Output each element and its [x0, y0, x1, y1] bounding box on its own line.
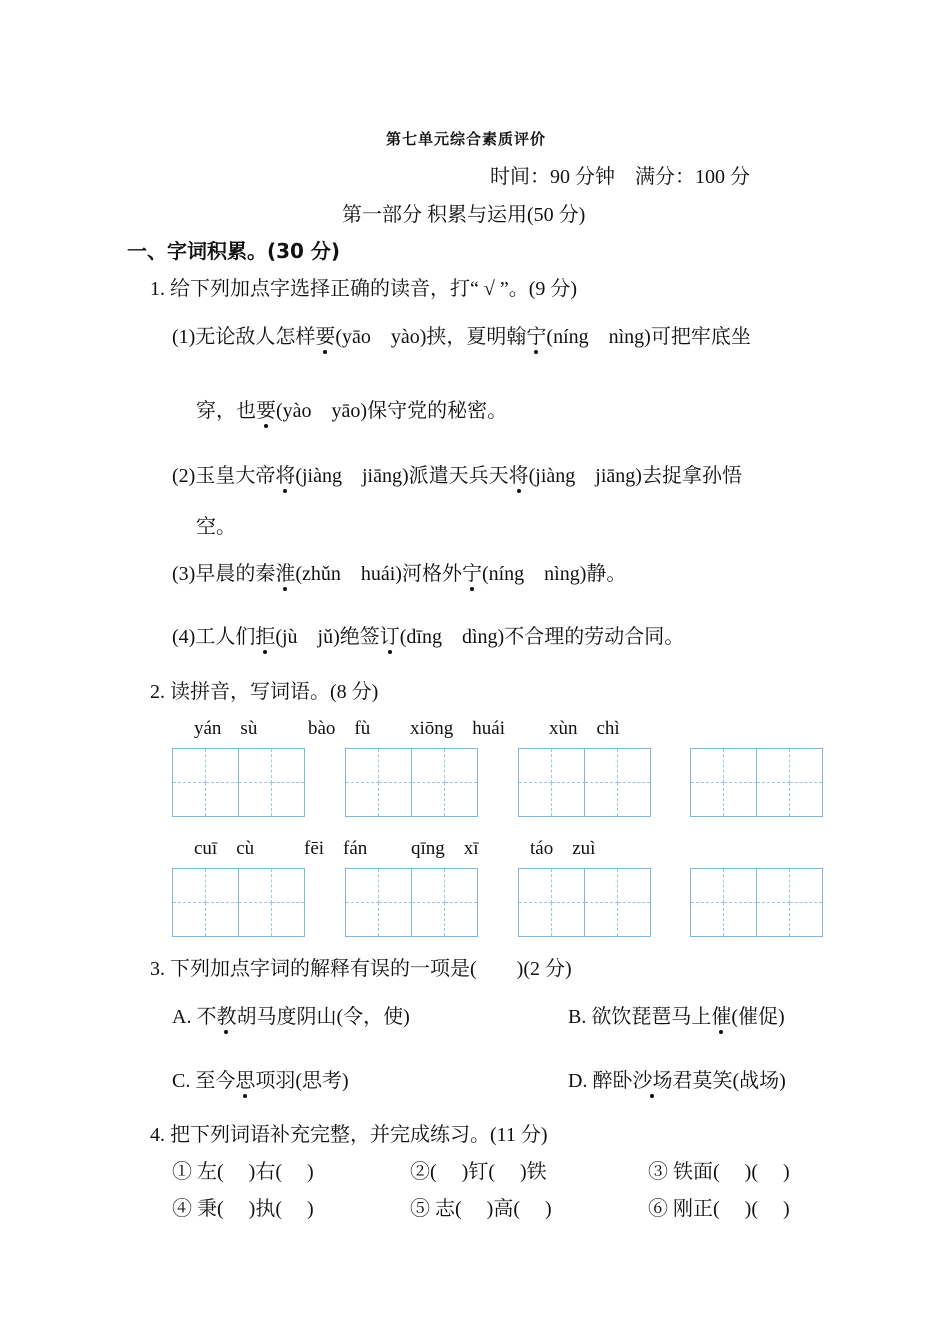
q3-option-c[interactable]: [172, 1064, 349, 1093]
pinyin-8: táo zuì: [530, 838, 596, 859]
text: (níng nìng)可把牢底坐: [546, 326, 751, 348]
q4-item-6: ⑥ 刚正( )( ): [648, 1198, 790, 1220]
writing-grid[interactable]: [345, 748, 478, 817]
q1-sentence-1-line-1: [172, 320, 751, 349]
dotted-char: 思: [235, 1070, 256, 1092]
text: (jiàng jiāng)派遣天兵天: [295, 465, 509, 487]
q1-stem: 1. 给下列加点字选择正确的读音，打“ √ ”。(9 分): [150, 278, 578, 300]
page-title: 第七单元综合素质评价: [386, 130, 547, 148]
text: (4)工人们: [172, 626, 256, 648]
text: 穿，也: [196, 400, 256, 422]
writing-grid[interactable]: [172, 748, 305, 817]
writing-grid[interactable]: [518, 868, 651, 937]
text: (zhǔn huái)河格外: [295, 563, 462, 585]
section-heading: 一、字词积累。(30 分): [127, 239, 341, 263]
text: (催促): [731, 1006, 785, 1028]
pinyin-2: bào fù: [308, 718, 371, 739]
q3-option-b[interactable]: [568, 1000, 785, 1029]
text: (3)早晨的秦: [172, 563, 276, 585]
dotted-char: 将: [275, 465, 296, 487]
writing-grid[interactable]: [172, 868, 305, 937]
pinyin-7: qīng xī: [411, 838, 479, 859]
text: (dīng dìng)不合理的劳动合同。: [399, 626, 685, 648]
text: (níng nìng)静。: [481, 563, 627, 585]
dotted-char: 沙场: [632, 1070, 673, 1092]
dotted-char: 宁: [526, 326, 547, 348]
text: (yāo yào)挟，夏明翰: [335, 326, 527, 348]
q3-option-d[interactable]: [568, 1064, 786, 1093]
q4-item-3: ③ 铁面( )( ): [648, 1161, 790, 1183]
q3-stem: 3. 下列加点字词的解释有误的一项是( )(2 分): [150, 958, 572, 980]
pinyin-5: cuī cù: [194, 838, 255, 859]
writing-grid[interactable]: [690, 868, 823, 937]
text: (jù jǔ)绝签: [275, 626, 380, 648]
q1-sentence-3: [172, 557, 626, 586]
q1-sentence-1-line-2: [196, 394, 507, 423]
dotted-char: 将: [508, 465, 529, 487]
text: (1)无论敌人怎样: [172, 326, 316, 348]
text: (jiàng jiāng)去捉拿孙悟: [528, 465, 742, 487]
dotted-char: 催: [711, 1006, 732, 1028]
q1-sentence-4: [172, 620, 684, 649]
q3-option-a[interactable]: [172, 1000, 410, 1029]
q4-stem: 4. 把下列词语补充完整，并完成练习。(11 分): [150, 1124, 548, 1146]
q2-stem: 2. 读拼音，写词语。(8 分): [150, 681, 379, 703]
dotted-char: 要: [256, 400, 276, 422]
q4-item-2: ②( )钉( )铁: [410, 1161, 547, 1183]
text: 君莫笑(战场): [672, 1070, 786, 1092]
dotted-char: 拒: [255, 626, 276, 648]
q4-item-4: ④ 秉( )执( ): [172, 1198, 314, 1220]
pinyin-3: xiōng huái: [410, 718, 505, 739]
text: 项羽(思考): [255, 1070, 349, 1092]
dotted-char: 教: [216, 1006, 237, 1028]
text: D. 醉卧: [568, 1070, 633, 1092]
writing-grid[interactable]: [345, 868, 478, 937]
text: (2)玉皇大帝: [172, 465, 276, 487]
writing-grid[interactable]: [518, 748, 651, 817]
dotted-char: 淮: [275, 563, 296, 585]
text: A. 不: [172, 1006, 217, 1028]
writing-grid[interactable]: [690, 748, 823, 817]
part-heading: 第一部分 积累与运用(50 分): [342, 204, 586, 226]
text: B. 欲饮琵琶马上: [568, 1006, 712, 1028]
dotted-char: 宁: [461, 563, 482, 585]
q1-sentence-2-line-2: 空。: [196, 516, 236, 538]
exam-time-info: 时间：90 分钟 满分：100 分: [490, 166, 750, 188]
pinyin-6: fēi fán: [304, 838, 368, 859]
q4-item-5: ⑤ 志( )高( ): [410, 1198, 552, 1220]
pinyin-1: yán sù: [194, 718, 258, 739]
text: C. 至今: [172, 1070, 236, 1092]
dotted-char: 要: [315, 326, 336, 348]
q1-sentence-2-line-1: [172, 459, 742, 488]
text: (yào yāo)保守党的秘密。: [276, 400, 508, 422]
dotted-char: 订: [379, 626, 400, 648]
q4-item-1: ① 左( )右( ): [172, 1161, 314, 1183]
pinyin-4: xùn chì: [549, 718, 620, 739]
text: 胡马度阴山(令，使): [236, 1006, 410, 1028]
